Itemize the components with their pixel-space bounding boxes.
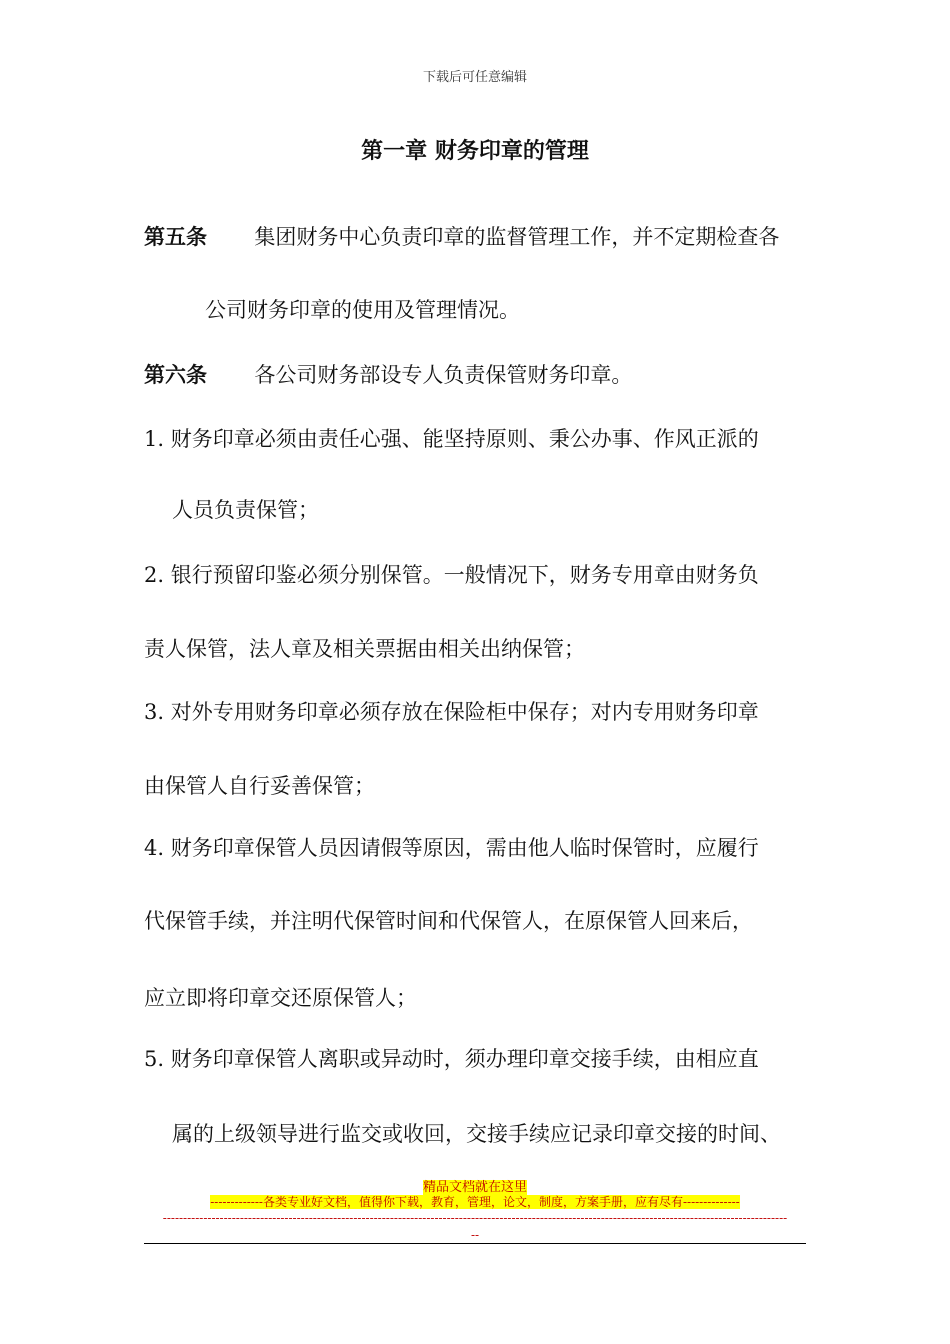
- page-header-note: 下载后可任意编辑: [422, 70, 527, 85]
- item-2-line-1: 2. 银行预留印鉴必须分别保管。一般情况下，财务专用章由财务负: [144, 563, 759, 587]
- item-5-line-1: 5. 财务印章保管人离职或异动时，须办理印章交接手续，由相应直: [144, 1047, 759, 1071]
- article-6-text: 各公司财务部设专人负责保管财务印章。: [254, 363, 633, 387]
- article-6-line: [144, 360, 632, 390]
- item-4-line-1: 4. 财务印章保管人员因请假等原因，需由他人临时保管时，应履行: [144, 836, 759, 860]
- article-5-label: 第五条: [144, 225, 207, 249]
- item-1-line-1: 1. 财务印章必须由责任心强、能坚持原则、秉公办事、作风正派的: [144, 427, 759, 451]
- item-5-line-2: 属的上级领导进行监交或收回，交接手续应记录印章交接的时间、: [172, 1122, 781, 1146]
- item-3-line-1: 3. 对外专用财务印章必须存放在保险柜中保存；对内专用财务印章: [144, 700, 759, 724]
- article-5-text: 集团财务中心负责印章的监督管理工作，并不定期检查各: [254, 225, 780, 249]
- footer-dashes: ----------------------------------------------------------------------------------------------------------------------------------------------------------: [162, 1211, 788, 1225]
- item-3-line-2: 由保管人自行妥善保管；: [144, 774, 375, 798]
- footer-tagline: [144, 1193, 806, 1210]
- item-4-line-3: 应立即将印章交还原保管人；: [144, 986, 417, 1010]
- footer-tail: --: [470, 1228, 480, 1242]
- footer-tagline-text: -------------各类专业好文档，值得你下载，教育，管理，论文，制度，方案手册，应有尽有--------------: [210, 1195, 740, 1209]
- item-1-line-2: 人员负责保管；: [172, 498, 319, 522]
- article-5-continuation: 公司财务印章的使用及管理情况。: [205, 298, 520, 322]
- article-5-first-line: [144, 222, 779, 252]
- footer-title-text: 精品文档就在这里: [422, 1180, 527, 1195]
- item-2-line-2: 责人保管，法人章及相关票据由相关出纳保管；: [144, 637, 585, 661]
- article-6-label: 第六条: [144, 363, 207, 387]
- chapter-title: 第一章 财务印章的管理: [361, 139, 589, 164]
- item-4-line-2: 代保管手续，并注明代保管时间和代保管人，在原保管人回来后，: [144, 909, 753, 933]
- footer-divider: [144, 1243, 806, 1244]
